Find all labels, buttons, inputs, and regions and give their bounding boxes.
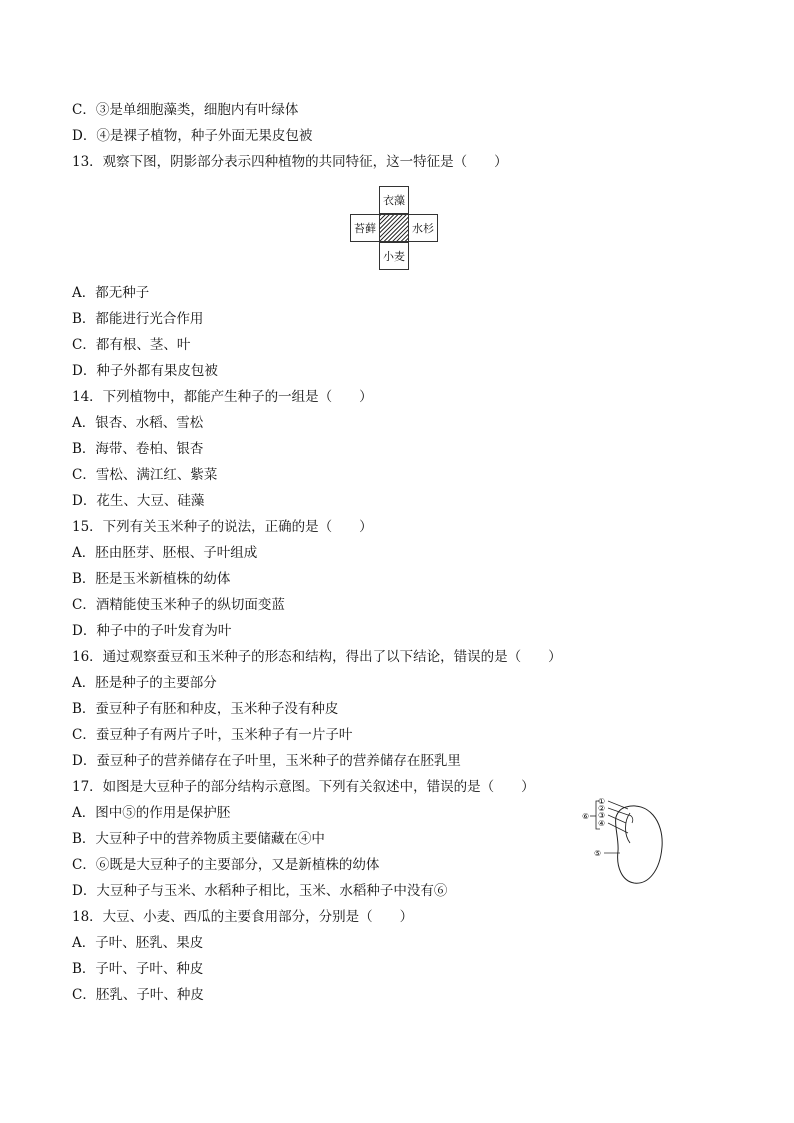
seed-label-6: ⑥: [582, 812, 590, 821]
text-line-l1: C．③是单细胞藻类，细胞内有叶绿体: [72, 102, 299, 118]
text-line-l30: B．子叶、子叶、种皮: [72, 961, 204, 977]
seed-label-2: ②: [598, 804, 606, 813]
text-line-l28: 18．大豆、小麦、西瓜的主要食用部分，分别是（ ）: [72, 909, 414, 925]
text-line-l2: D．④是裸子植物，种子外面无果皮包被: [72, 128, 313, 144]
text-line-l29: A．子叶、胚乳、果皮: [72, 935, 204, 951]
cross-cell-top: 衣藻: [379, 186, 409, 214]
text-line-l11: C．雪松、满江红、紫菜: [72, 467, 218, 483]
cross-cell-right: 水杉: [408, 214, 438, 242]
text-line-l25: B．大豆种子中的营养物质主要储藏在④中: [72, 831, 325, 847]
plant-cross-diagram: [350, 186, 438, 270]
text-line-l5: B．都能进行光合作用: [72, 311, 204, 327]
text-line-l8: 14．下列植物中，都能产生种子的一组是（ ）: [72, 389, 373, 405]
cross-cell-center-shaded: [379, 214, 409, 242]
text-line-l4: A．都无种子: [72, 285, 150, 301]
cross-cell-bottom: 小麦: [379, 242, 409, 270]
text-line-l26: C．⑥既是大豆种子的主要部分，又是新植株的幼体: [72, 857, 380, 873]
cross-cell-left: 苔藓: [350, 214, 380, 242]
text-line-l22: D．蚕豆种子的营养储存在子叶里，玉米种子的营养储存在胚乳里: [72, 753, 461, 769]
text-line-l6: C．都有根、茎、叶: [72, 337, 191, 353]
seed-label-4: ④: [598, 819, 606, 828]
text-line-l14: A．胚由胚芽、胚根、子叶组成: [72, 545, 258, 561]
text-line-l12: D．花生、大豆、硅藻: [72, 493, 205, 509]
text-line-l23: 17．如图是大豆种子的部分结构示意图。下列有关叙述中，错误的是（ ）: [72, 779, 535, 795]
seed-label-3: ③: [598, 811, 606, 820]
text-line-l18: 16．通过观察蚕豆和玉米种子的形态和结构，得出了以下结论，错误的是（ ）: [72, 649, 562, 665]
text-line-l27: D．大豆种子与玉米、水稻种子相比，玉米、水稻种子中没有⑥: [72, 883, 448, 899]
embryo-tip: [628, 815, 633, 823]
text-line-l3: 13．观察下图，阴影部分表示四种植物的共同特征，这一特征是（ ）: [72, 154, 508, 170]
text-line-l16: C．酒精能使玉米种子的纵切面变蓝: [72, 597, 285, 613]
text-line-l17: D．种子中的子叶发育为叶: [72, 623, 232, 639]
text-line-l7: D．种子外都有果皮包被: [72, 363, 218, 379]
text-line-l9: A．银杏、水稻、雪松: [72, 415, 204, 431]
soybean-seed-diagram: [582, 795, 668, 887]
text-line-l19: A．胚是种子的主要部分: [72, 675, 217, 691]
seed-outline: [616, 806, 663, 883]
text-line-l10: B．海带、卷柏、银杏: [72, 441, 204, 457]
text-line-l31: C．胚乳、子叶、种皮: [72, 987, 204, 1003]
text-line-l24: A．图中⑤的作用是保护胚: [72, 805, 231, 821]
text-line-l13: 15．下列有关玉米种子的说法，正确的是（ ）: [72, 519, 373, 535]
text-line-l15: B．胚是玉米新植株的幼体: [72, 571, 231, 587]
seed-label-5: ⑤: [594, 849, 602, 858]
embryo-curve: [626, 813, 631, 843]
text-line-l21: C．蚕豆种子有两片子叶，玉米种子有一片子叶: [72, 727, 353, 743]
text-line-l20: B．蚕豆种子有胚和种皮，玉米种子没有种皮: [72, 701, 339, 717]
seed-label-1: ①: [598, 797, 606, 806]
